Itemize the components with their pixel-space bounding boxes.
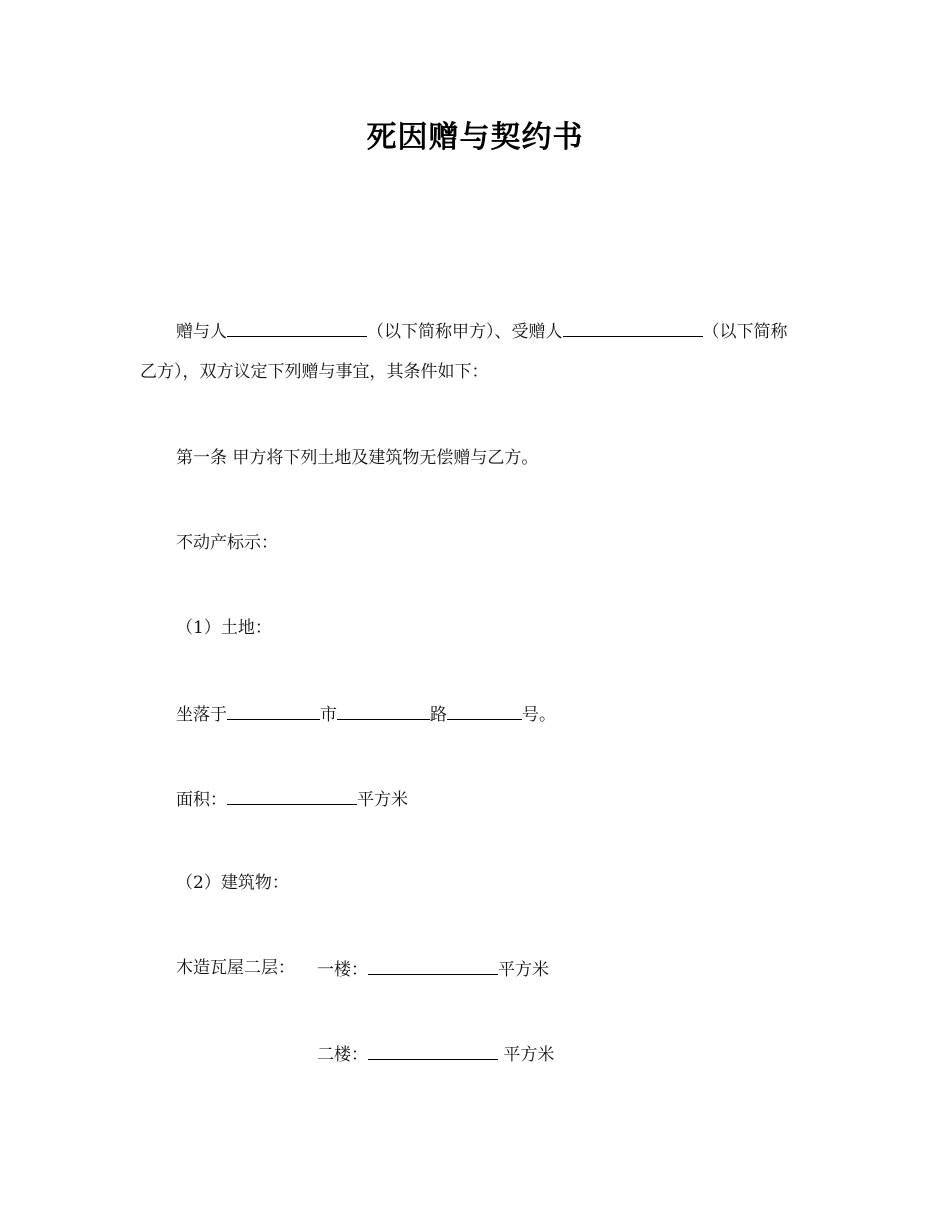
property-heading: 不动产标示： <box>176 533 278 553</box>
floor2-area-blank[interactable] <box>368 1041 498 1060</box>
location-prefix: 坐落于 <box>176 705 227 725</box>
donee-suffix: （以下简称 <box>702 322 788 342</box>
floor2-unit: 平方米 <box>498 1045 555 1065</box>
number-label: 号。 <box>522 705 556 725</box>
intro-line-1 <box>176 318 788 344</box>
floor1-line <box>317 956 549 982</box>
road-blank[interactable] <box>337 701 430 720</box>
floor1-label: 一楼： <box>317 960 368 980</box>
building-type-label: 木造瓦屋二层： <box>176 958 295 978</box>
donor-label: 赠与人 <box>176 322 227 342</box>
article-1: 第一条 甲方将下列土地及建筑物无偿赠与乙方。 <box>176 448 539 468</box>
intro-line-2: 乙方），双方议定下列赠与事宜，其条件如下： <box>140 362 489 382</box>
donor-suffix: （以下简称甲方）、受赠人 <box>367 322 563 342</box>
page-title: 死因赠与契约书 <box>366 120 584 155</box>
road-label: 路 <box>430 705 447 725</box>
floor2-line <box>317 1041 554 1067</box>
building-heading: （2）建筑物： <box>176 873 289 893</box>
land-location-line <box>176 701 556 727</box>
number-blank[interactable] <box>447 701 522 720</box>
floor1-area-blank[interactable] <box>368 956 498 975</box>
area-unit: 平方米 <box>357 790 408 810</box>
floor2-label: 二楼： <box>317 1045 368 1065</box>
city-blank[interactable] <box>227 701 320 720</box>
city-label: 市 <box>320 705 337 725</box>
area-blank[interactable] <box>227 786 357 805</box>
donor-name-blank[interactable] <box>227 318 367 337</box>
land-heading: （1）土地： <box>176 618 272 638</box>
donee-name-blank[interactable] <box>563 318 703 337</box>
land-area-line <box>176 786 408 812</box>
floor1-unit: 平方米 <box>498 960 549 980</box>
area-label: 面积： <box>176 790 227 810</box>
